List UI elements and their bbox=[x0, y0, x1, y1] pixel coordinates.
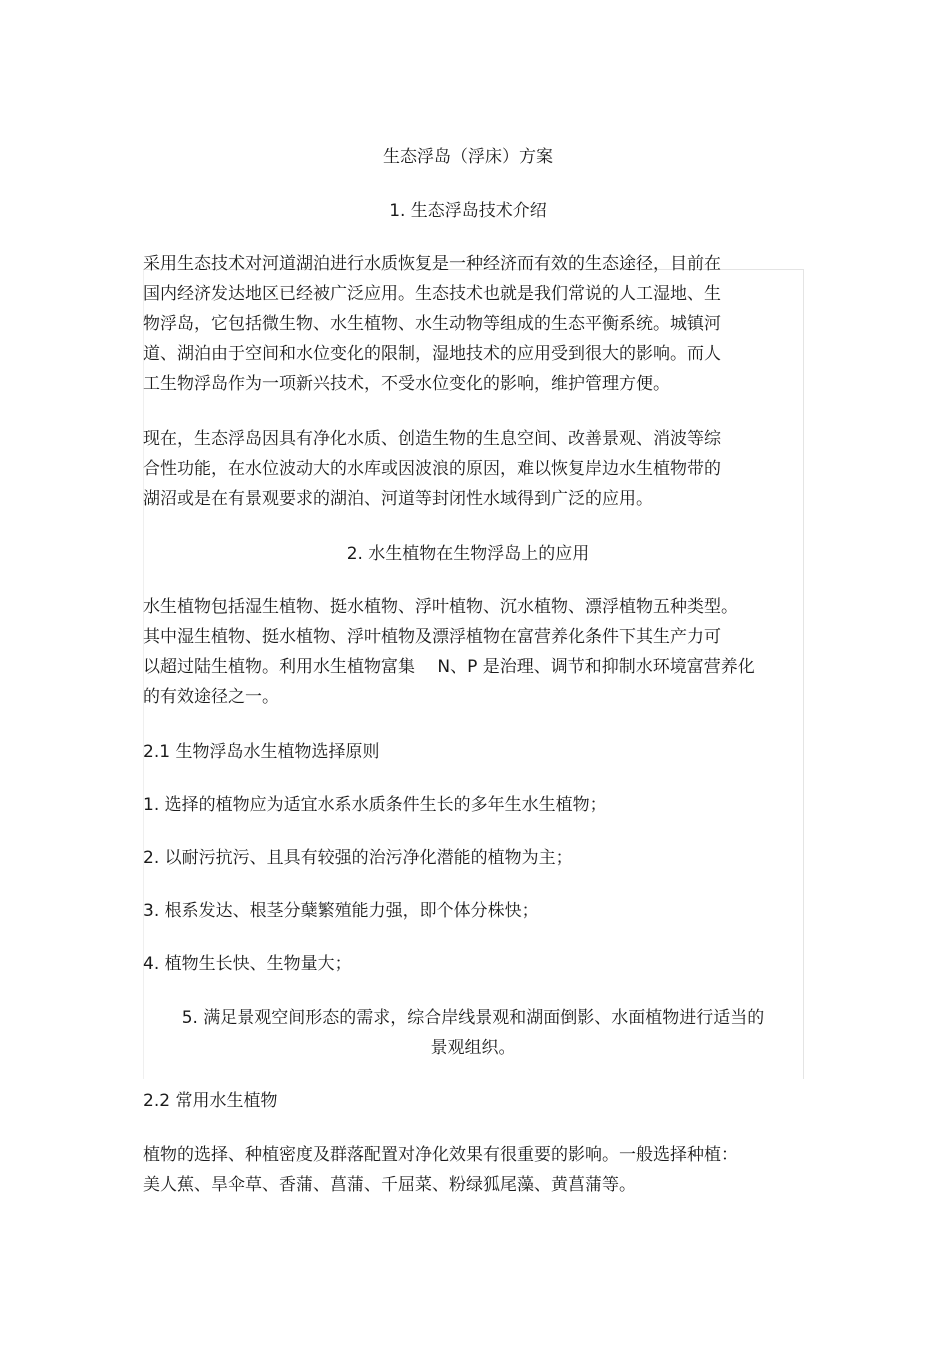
section-2-1-heading: 2.1 生物浮岛水生植物选择原则 bbox=[143, 742, 380, 762]
paragraph-line: 美人蕉、旱伞草、香蒲、菖蒲、千屈菜、粉绿狐尾藻、黄菖蒲等。 bbox=[143, 1175, 636, 1195]
principle-item-5 bbox=[143, 1003, 803, 1063]
paragraph-line: 工生物浮岛作为一项新兴技术，不受水位变化的影响，维护管理方便。 bbox=[143, 374, 670, 394]
paragraph-line: 合性功能，在水位波动大的水库或因波浪的原因，难以恢复岸边水生植物带的 bbox=[143, 459, 721, 479]
section-2-2-heading: 2.2 常用水生植物 bbox=[143, 1091, 278, 1111]
paragraph-line: 其中湿生植物、挺水植物、浮叶植物及漂浮植物在富营养化条件下其生产力可 bbox=[143, 627, 721, 647]
paragraph-line: 植物的选择、种植密度及群落配置对净化效果有很重要的影响。一般选择种植： bbox=[143, 1145, 738, 1165]
paragraph-common-plants bbox=[143, 1140, 738, 1200]
paragraph-current-status bbox=[143, 424, 721, 514]
paragraph-intro bbox=[143, 249, 721, 399]
paragraph-line: 湖沼或是在有景观要求的湖泊、河道等封闭性水域得到广泛的应用。 bbox=[143, 489, 653, 509]
frame-border-right bbox=[803, 269, 804, 1079]
paragraph-line: 道、湖泊由于空间和水位变化的限制，湿地技术的应用受到很大的影响。而人 bbox=[143, 344, 721, 364]
document-title: 生态浮岛（浮床）方案 bbox=[383, 147, 553, 167]
principle-item: 1. 选择的植物应为适宜水系水质条件生长的多年生水生植物； bbox=[143, 795, 607, 815]
paragraph-line: 水生植物包括湿生植物、挺水植物、浮叶植物、沉水植物、漂浮植物五种类型。 bbox=[143, 597, 738, 617]
paragraph-aquatic-plants bbox=[143, 592, 755, 712]
paragraph-line: 5. 满足景观空间形态的需求，综合岸线景观和湖面倒影、水面植物进行适当的 bbox=[181, 1008, 765, 1028]
paragraph-line: 以超过陆生植物。利用水生植物富集 N、P 是治理、调节和抑制水环境富营养化 bbox=[143, 657, 755, 677]
principle-item: 4. 植物生长快、生物量大； bbox=[143, 954, 352, 974]
principle-item: 3. 根系发达、根茎分蘖繁殖能力强，即个体分株快； bbox=[143, 901, 539, 921]
paragraph-line: 物浮岛，它包括微生物、水生植物、水生动物等组成的生态平衡系统。城镇河 bbox=[143, 314, 721, 334]
paragraph-line: 景观组织。 bbox=[430, 1038, 516, 1058]
section-1-heading: 1. 生态浮岛技术介绍 bbox=[389, 201, 547, 221]
paragraph-line: 现在，生态浮岛因具有净化水质、创造生物的生息空间、改善景观、消波等综 bbox=[143, 429, 721, 449]
principle-item: 2. 以耐污抗污、且具有较强的治污净化潜能的植物为主； bbox=[143, 848, 573, 868]
paragraph-line: 国内经济发达地区已经被广泛应用。生态技术也就是我们常说的人工湿地、生 bbox=[143, 284, 721, 304]
paragraph-line: 采用生态技术对河道湖泊进行水质恢复是一种经济而有效的生态途径，目前在 bbox=[143, 254, 721, 274]
section-2-heading: 2. 水生植物在生物浮岛上的应用 bbox=[346, 544, 590, 564]
paragraph-line: 的有效途径之一。 bbox=[143, 687, 279, 707]
